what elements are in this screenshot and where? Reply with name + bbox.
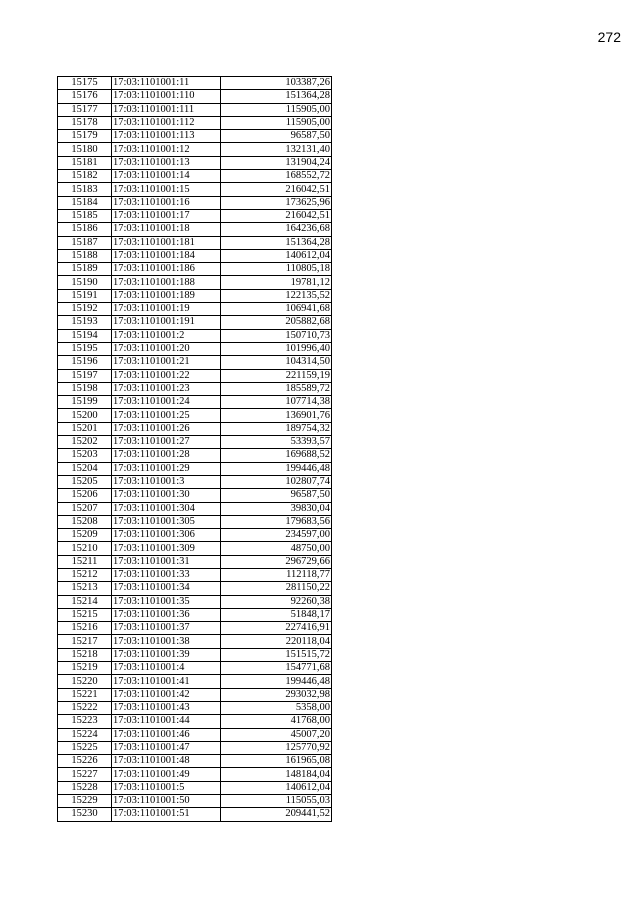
cadastral-value-cell: 209441,52	[221, 808, 332, 821]
table-row	[58, 595, 332, 608]
cadastral-value-cell: 101996,40	[221, 342, 332, 355]
cadastral-value-cell: 5358,00	[221, 701, 332, 714]
cadastral-number-cell: 17:03:1101001:43	[112, 701, 221, 714]
table-row	[58, 675, 332, 688]
cadastral-value-cell: 216042,51	[221, 183, 332, 196]
cadastral-value-table	[57, 76, 332, 822]
row-number-cell: 15194	[58, 329, 112, 342]
table-row	[58, 130, 332, 143]
table-row	[58, 276, 332, 289]
cadastral-value-cell: 168552,72	[221, 170, 332, 183]
cadastral-value-cell: 19781,12	[221, 276, 332, 289]
table-row	[58, 116, 332, 129]
table-row	[58, 502, 332, 515]
table-row	[58, 263, 332, 276]
cadastral-value-cell: 150710,73	[221, 329, 332, 342]
cadastral-number-cell: 17:03:1101001:112	[112, 116, 221, 129]
table-row	[58, 289, 332, 302]
cadastral-number-cell: 17:03:1101001:46	[112, 728, 221, 741]
cadastral-number-cell: 17:03:1101001:18	[112, 223, 221, 236]
table-row	[58, 755, 332, 768]
cadastral-value-cell: 96587,50	[221, 489, 332, 502]
row-number-cell: 15195	[58, 342, 112, 355]
cadastral-number-cell: 17:03:1101001:29	[112, 462, 221, 475]
cadastral-number-cell: 17:03:1101001:42	[112, 688, 221, 701]
table-row	[58, 209, 332, 222]
cadastral-number-cell: 17:03:1101001:47	[112, 741, 221, 754]
table-row	[58, 156, 332, 169]
table-row	[58, 768, 332, 781]
cadastral-number-cell: 17:03:1101001:30	[112, 489, 221, 502]
cadastral-value-cell: 199446,48	[221, 462, 332, 475]
table-row	[58, 728, 332, 741]
row-number-cell: 15211	[58, 555, 112, 568]
cadastral-number-cell: 17:03:1101001:189	[112, 289, 221, 302]
cadastral-value-cell: 148184,04	[221, 768, 332, 781]
cadastral-number-cell: 17:03:1101001:304	[112, 502, 221, 515]
table-row	[58, 608, 332, 621]
table-row	[58, 568, 332, 581]
table-row	[58, 582, 332, 595]
cadastral-number-cell: 17:03:1101001:27	[112, 436, 221, 449]
table-row	[58, 223, 332, 236]
cadastral-value-cell: 102807,74	[221, 475, 332, 488]
table-row	[58, 303, 332, 316]
row-number-cell: 15192	[58, 303, 112, 316]
cadastral-number-cell: 17:03:1101001:23	[112, 382, 221, 395]
row-number-cell: 15230	[58, 808, 112, 821]
cadastral-value-cell: 140612,04	[221, 781, 332, 794]
cadastral-value-cell: 161965,08	[221, 755, 332, 768]
row-number-cell: 15219	[58, 662, 112, 675]
cadastral-value-cell: 293032,98	[221, 688, 332, 701]
table-row	[58, 422, 332, 435]
row-number-cell: 15208	[58, 515, 112, 528]
row-number-cell: 15179	[58, 130, 112, 143]
row-number-cell: 15217	[58, 635, 112, 648]
cadastral-number-cell: 17:03:1101001:305	[112, 515, 221, 528]
row-number-cell: 15202	[58, 436, 112, 449]
cadastral-number-cell: 17:03:1101001:22	[112, 369, 221, 382]
table-row	[58, 103, 332, 116]
row-number-cell: 15223	[58, 715, 112, 728]
cadastral-number-cell: 17:03:1101001:113	[112, 130, 221, 143]
row-number-cell: 15227	[58, 768, 112, 781]
row-number-cell: 15196	[58, 356, 112, 369]
cadastral-value-cell: 205882,68	[221, 316, 332, 329]
cadastral-number-cell: 17:03:1101001:191	[112, 316, 221, 329]
cadastral-number-cell: 17:03:1101001:309	[112, 542, 221, 555]
table-row	[58, 701, 332, 714]
row-number-cell: 15176	[58, 90, 112, 103]
row-number-cell: 15185	[58, 209, 112, 222]
cadastral-number-cell: 17:03:1101001:3	[112, 475, 221, 488]
cadastral-value-cell: 189754,32	[221, 422, 332, 435]
cadastral-number-cell: 17:03:1101001:31	[112, 555, 221, 568]
table-row	[58, 542, 332, 555]
cadastral-number-cell: 17:03:1101001:38	[112, 635, 221, 648]
table-row	[58, 90, 332, 103]
row-number-cell: 15207	[58, 502, 112, 515]
cadastral-number-cell: 17:03:1101001:25	[112, 409, 221, 422]
cadastral-value-cell: 164236,68	[221, 223, 332, 236]
cadastral-number-cell: 17:03:1101001:21	[112, 356, 221, 369]
row-number-cell: 15220	[58, 675, 112, 688]
cadastral-value-cell: 104314,50	[221, 356, 332, 369]
cadastral-value-cell: 216042,51	[221, 209, 332, 222]
table-row	[58, 236, 332, 249]
cadastral-value-cell: 51848,17	[221, 608, 332, 621]
table-row	[58, 449, 332, 462]
table-body	[58, 77, 332, 822]
cadastral-value-cell: 136901,76	[221, 409, 332, 422]
table-row	[58, 77, 332, 90]
row-number-cell: 15226	[58, 755, 112, 768]
cadastral-number-cell: 17:03:1101001:19	[112, 303, 221, 316]
row-number-cell: 15215	[58, 608, 112, 621]
row-number-cell: 15187	[58, 236, 112, 249]
table-row	[58, 648, 332, 661]
cadastral-value-cell: 115055,03	[221, 795, 332, 808]
cadastral-value-cell: 296729,66	[221, 555, 332, 568]
cadastral-number-cell: 17:03:1101001:306	[112, 529, 221, 542]
table-row	[58, 329, 332, 342]
row-number-cell: 15191	[58, 289, 112, 302]
cadastral-value-cell: 115905,00	[221, 116, 332, 129]
row-number-cell: 15214	[58, 595, 112, 608]
cadastral-value-cell: 96587,50	[221, 130, 332, 143]
cadastral-value-cell: 45007,20	[221, 728, 332, 741]
table-row	[58, 342, 332, 355]
row-number-cell: 15204	[58, 462, 112, 475]
cadastral-value-cell: 151515,72	[221, 648, 332, 661]
cadastral-number-cell: 17:03:1101001:24	[112, 396, 221, 409]
cadastral-value-cell: 221159,19	[221, 369, 332, 382]
cadastral-value-cell: 185589,72	[221, 382, 332, 395]
row-number-cell: 15218	[58, 648, 112, 661]
row-number-cell: 15229	[58, 795, 112, 808]
cadastral-number-cell: 17:03:1101001:51	[112, 808, 221, 821]
row-number-cell: 15203	[58, 449, 112, 462]
cadastral-value-cell: 234597,00	[221, 529, 332, 542]
cadastral-value-cell: 53393,57	[221, 436, 332, 449]
cadastral-value-cell: 103387,26	[221, 77, 332, 90]
cadastral-value-cell: 112118,77	[221, 568, 332, 581]
cadastral-number-cell: 17:03:1101001:16	[112, 196, 221, 209]
row-number-cell: 15190	[58, 276, 112, 289]
table-row	[58, 382, 332, 395]
table-row	[58, 781, 332, 794]
row-number-cell: 15180	[58, 143, 112, 156]
cadastral-value-cell: 41768,00	[221, 715, 332, 728]
cadastral-value-cell: 132131,40	[221, 143, 332, 156]
cadastral-number-cell: 17:03:1101001:12	[112, 143, 221, 156]
page-number: 272	[597, 29, 621, 45]
table-row	[58, 808, 332, 821]
cadastral-number-cell: 17:03:1101001:15	[112, 183, 221, 196]
table-row	[58, 196, 332, 209]
table-row	[58, 688, 332, 701]
cadastral-number-cell: 17:03:1101001:17	[112, 209, 221, 222]
row-number-cell: 15177	[58, 103, 112, 116]
cadastral-value-cell: 140612,04	[221, 249, 332, 262]
cadastral-number-cell: 17:03:1101001:14	[112, 170, 221, 183]
cadastral-number-cell: 17:03:1101001:5	[112, 781, 221, 794]
row-number-cell: 15205	[58, 475, 112, 488]
cadastral-value-cell: 281150,22	[221, 582, 332, 595]
row-number-cell: 15197	[58, 369, 112, 382]
cadastral-value-cell: 106941,68	[221, 303, 332, 316]
table-row	[58, 143, 332, 156]
cadastral-number-cell: 17:03:1101001:13	[112, 156, 221, 169]
row-number-cell: 15193	[58, 316, 112, 329]
cadastral-number-cell: 17:03:1101001:49	[112, 768, 221, 781]
cadastral-number-cell: 17:03:1101001:44	[112, 715, 221, 728]
table-row	[58, 170, 332, 183]
row-number-cell: 15209	[58, 529, 112, 542]
table-row	[58, 436, 332, 449]
cadastral-number-cell: 17:03:1101001:50	[112, 795, 221, 808]
table-row	[58, 356, 332, 369]
table-row	[58, 515, 332, 528]
row-number-cell: 15183	[58, 183, 112, 196]
row-number-cell: 15199	[58, 396, 112, 409]
row-number-cell: 15178	[58, 116, 112, 129]
cadastral-value-cell: 154771,68	[221, 662, 332, 675]
table-row	[58, 715, 332, 728]
table-row	[58, 249, 332, 262]
table-row	[58, 529, 332, 542]
cadastral-number-cell: 17:03:1101001:39	[112, 648, 221, 661]
cadastral-number-cell: 17:03:1101001:2	[112, 329, 221, 342]
cadastral-number-cell: 17:03:1101001:48	[112, 755, 221, 768]
row-number-cell: 15210	[58, 542, 112, 555]
cadastral-number-cell: 17:03:1101001:20	[112, 342, 221, 355]
cadastral-value-cell: 48750,00	[221, 542, 332, 555]
cadastral-number-cell: 17:03:1101001:34	[112, 582, 221, 595]
table-row	[58, 741, 332, 754]
row-number-cell: 15212	[58, 568, 112, 581]
row-number-cell: 15186	[58, 223, 112, 236]
row-number-cell: 15201	[58, 422, 112, 435]
cadastral-number-cell: 17:03:1101001:33	[112, 568, 221, 581]
cadastral-value-cell: 92260,38	[221, 595, 332, 608]
cadastral-number-cell: 17:03:1101001:28	[112, 449, 221, 462]
cadastral-number-cell: 17:03:1101001:111	[112, 103, 221, 116]
table-row	[58, 489, 332, 502]
cadastral-number-cell: 17:03:1101001:11	[112, 77, 221, 90]
row-number-cell: 15222	[58, 701, 112, 714]
row-number-cell: 15181	[58, 156, 112, 169]
cadastral-value-cell: 107714,38	[221, 396, 332, 409]
cadastral-value-cell: 39830,04	[221, 502, 332, 515]
row-number-cell: 15184	[58, 196, 112, 209]
table-row	[58, 396, 332, 409]
cadastral-number-cell: 17:03:1101001:37	[112, 622, 221, 635]
table-row	[58, 795, 332, 808]
row-number-cell: 15213	[58, 582, 112, 595]
cadastral-number-cell: 17:03:1101001:26	[112, 422, 221, 435]
table-row	[58, 622, 332, 635]
cadastral-number-cell: 17:03:1101001:4	[112, 662, 221, 675]
cadastral-value-cell: 151364,28	[221, 236, 332, 249]
row-number-cell: 15225	[58, 741, 112, 754]
cadastral-number-cell: 17:03:1101001:36	[112, 608, 221, 621]
cadastral-value-cell: 220118,04	[221, 635, 332, 648]
row-number-cell: 15198	[58, 382, 112, 395]
cadastral-value-cell: 131904,24	[221, 156, 332, 169]
table-row	[58, 462, 332, 475]
cadastral-value-cell: 199446,48	[221, 675, 332, 688]
row-number-cell: 15224	[58, 728, 112, 741]
cadastral-value-cell: 125770,92	[221, 741, 332, 754]
table-row	[58, 409, 332, 422]
row-number-cell: 15182	[58, 170, 112, 183]
cadastral-value-cell: 122135,52	[221, 289, 332, 302]
cadastral-value-cell: 169688,52	[221, 449, 332, 462]
table-row	[58, 369, 332, 382]
cadastral-number-cell: 17:03:1101001:188	[112, 276, 221, 289]
cadastral-number-cell: 17:03:1101001:35	[112, 595, 221, 608]
row-number-cell: 15189	[58, 263, 112, 276]
row-number-cell: 15216	[58, 622, 112, 635]
cadastral-value-cell: 173625,96	[221, 196, 332, 209]
cadastral-value-cell: 151364,28	[221, 90, 332, 103]
table-row	[58, 635, 332, 648]
row-number-cell: 15188	[58, 249, 112, 262]
cadastral-value-cell: 179683,56	[221, 515, 332, 528]
cadastral-number-cell: 17:03:1101001:181	[112, 236, 221, 249]
row-number-cell: 15221	[58, 688, 112, 701]
cadastral-number-cell: 17:03:1101001:41	[112, 675, 221, 688]
cadastral-number-cell: 17:03:1101001:186	[112, 263, 221, 276]
cadastral-value-cell: 110805,18	[221, 263, 332, 276]
table-row	[58, 316, 332, 329]
cadastral-number-cell: 17:03:1101001:184	[112, 249, 221, 262]
cadastral-value-cell: 115905,00	[221, 103, 332, 116]
cadastral-value-cell: 227416,91	[221, 622, 332, 635]
table-row	[58, 662, 332, 675]
table-row	[58, 183, 332, 196]
table-row	[58, 475, 332, 488]
table-row	[58, 555, 332, 568]
cadastral-number-cell: 17:03:1101001:110	[112, 90, 221, 103]
row-number-cell: 15228	[58, 781, 112, 794]
row-number-cell: 15206	[58, 489, 112, 502]
row-number-cell: 15175	[58, 77, 112, 90]
row-number-cell: 15200	[58, 409, 112, 422]
